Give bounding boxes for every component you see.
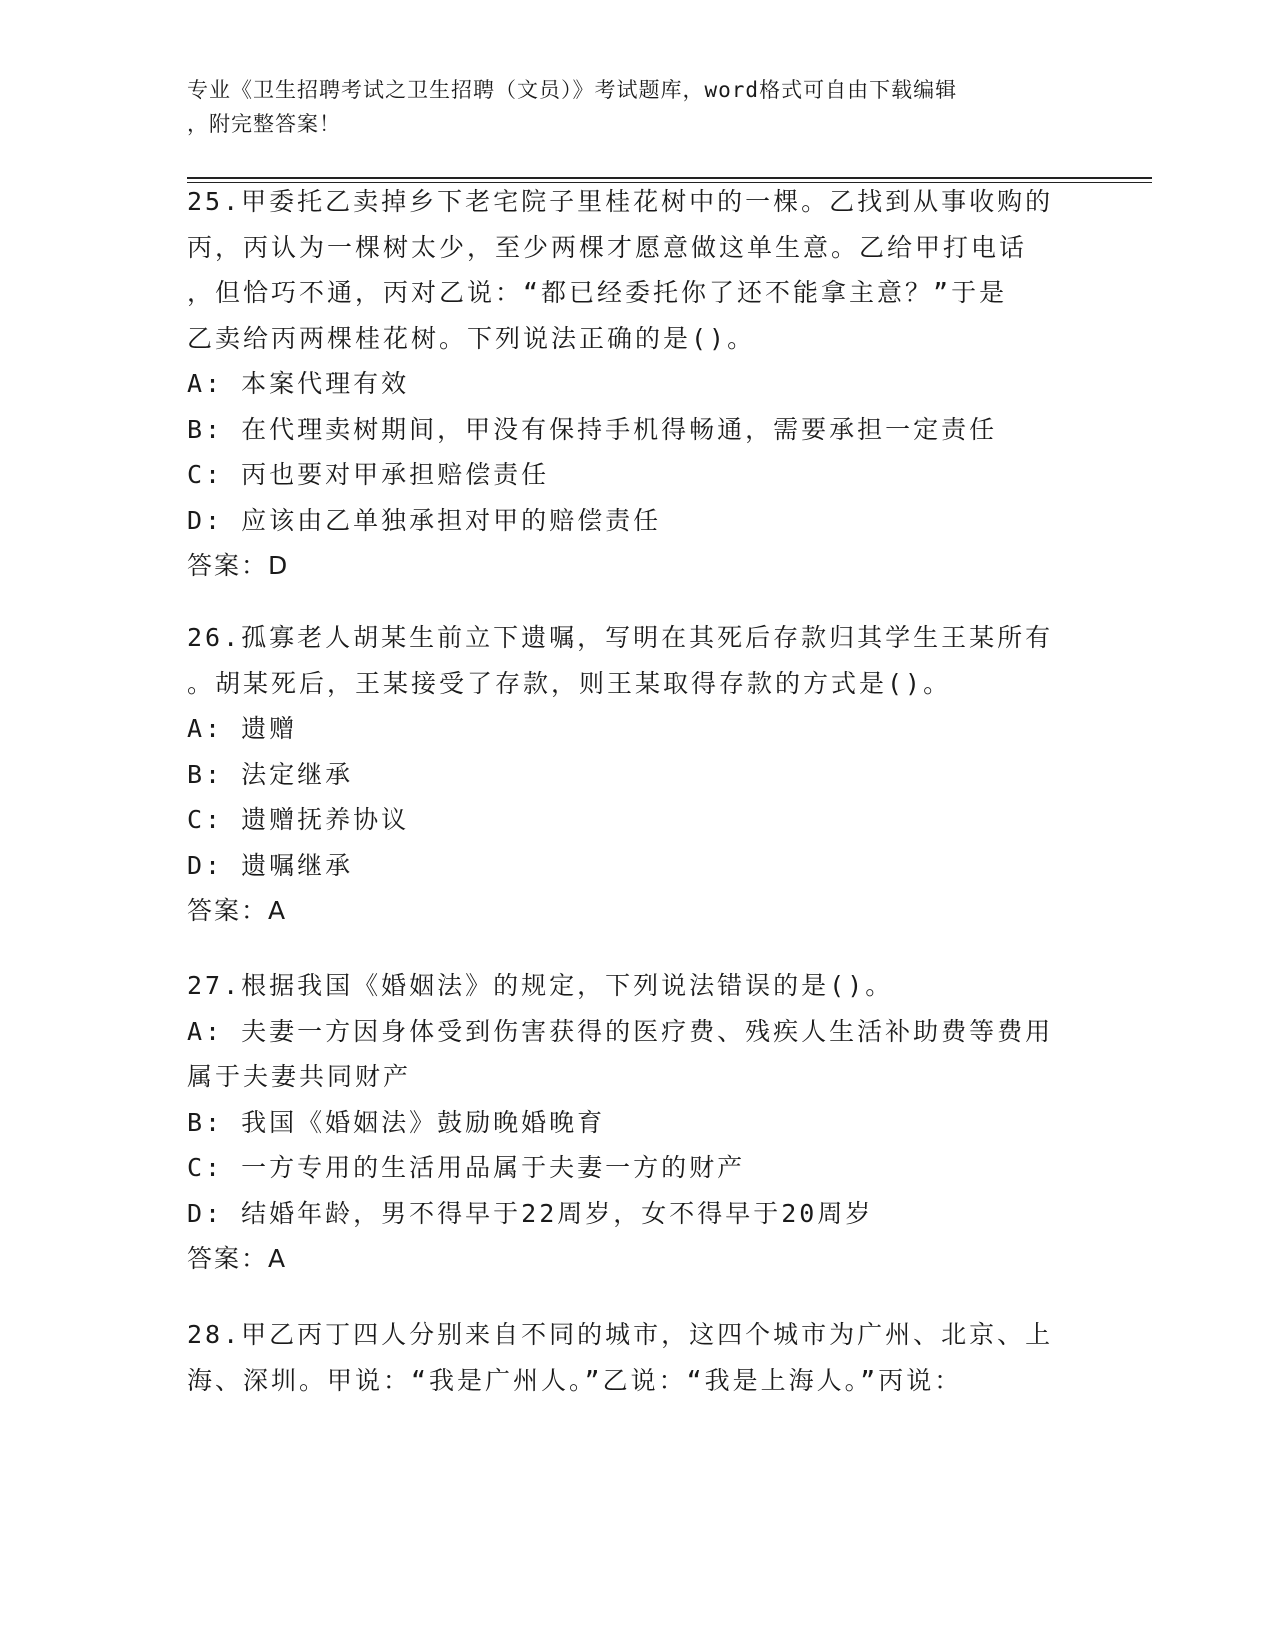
question-text-line: 25.甲委托乙卖掉乡下老宅院子里桂花树中的一棵。乙找到从事收购的	[187, 187, 1054, 216]
option-b: B: 在代理卖树期间，甲没有保持手机得畅通，需要承担一定责任	[187, 414, 998, 444]
question-28	[187, 1312, 1087, 1403]
question-26	[187, 615, 1087, 934]
answer-line: 答案：A	[187, 896, 288, 925]
option-a: A: 本案代理有效	[187, 369, 410, 398]
option-a: A: 遗赠	[187, 714, 298, 743]
option-b: B: 法定继承	[187, 759, 354, 789]
option-c: C: 遗赠抚养协议	[187, 805, 410, 834]
header-line: 专业《卫生招聘考试之卫生招聘（文员）》考试题库，word格式可自由下载编辑	[187, 78, 958, 102]
question-text-line: 。胡某死后，王某接受了存款，则王某取得存款的方式是()。	[187, 668, 952, 698]
question-text-line: 26.孤寡老人胡某生前立下遗嘱，写明在其死后存款归其学生王某所有	[187, 623, 1054, 652]
option-a: A: 夫妻一方因身体受到伤害获得的医疗费、残疾人生活补助费等费用	[187, 1016, 1054, 1046]
option-b: B: 我国《婚姻法》鼓励晚婚晚育	[187, 1107, 606, 1137]
option-c: C: 一方专用的生活用品属于夫妻一方的财产	[187, 1153, 746, 1182]
question-25	[187, 179, 1087, 589]
question-text-line: 28.甲乙丙丁四人分别来自不同的城市，这四个城市为广州、北京、上	[187, 1320, 1054, 1349]
answer-line: 答案：D	[187, 551, 290, 580]
option-d: D: 遗嘱继承	[187, 850, 354, 880]
header-line: ，附完整答案！	[187, 112, 341, 136]
question-text-line: 27.根据我国《婚姻法》的规定，下列说法错误的是()。	[187, 971, 894, 1000]
option-d: D: 结婚年龄，男不得早于22周岁，女不得早于20周岁	[187, 1198, 874, 1228]
question-text-line: 乙卖给丙两棵桂花树。下列说法正确的是()。	[187, 323, 756, 353]
answer-line: 答案：A	[187, 1244, 288, 1273]
option-d: D: 应该由乙单独承担对甲的赔偿责任	[187, 505, 662, 535]
question-text-line: 海、深圳。甲说：“我是广州人。”乙说：“我是上海人。”丙说：	[187, 1365, 963, 1395]
option-a-continued: 属于夫妻共同财产	[187, 1062, 412, 1091]
document-header	[187, 73, 1067, 141]
option-c: C: 丙也要对甲承担赔偿责任	[187, 460, 550, 489]
question-27	[187, 963, 1087, 1282]
question-text-line: 丙，丙认为一棵树太少，至少两棵才愿意做这单生意。乙给甲打电话	[187, 232, 1028, 262]
question-text-line: ，但恰巧不通，丙对乙说：“都已经委托你了还不能拿主意？”于是	[187, 278, 1008, 307]
